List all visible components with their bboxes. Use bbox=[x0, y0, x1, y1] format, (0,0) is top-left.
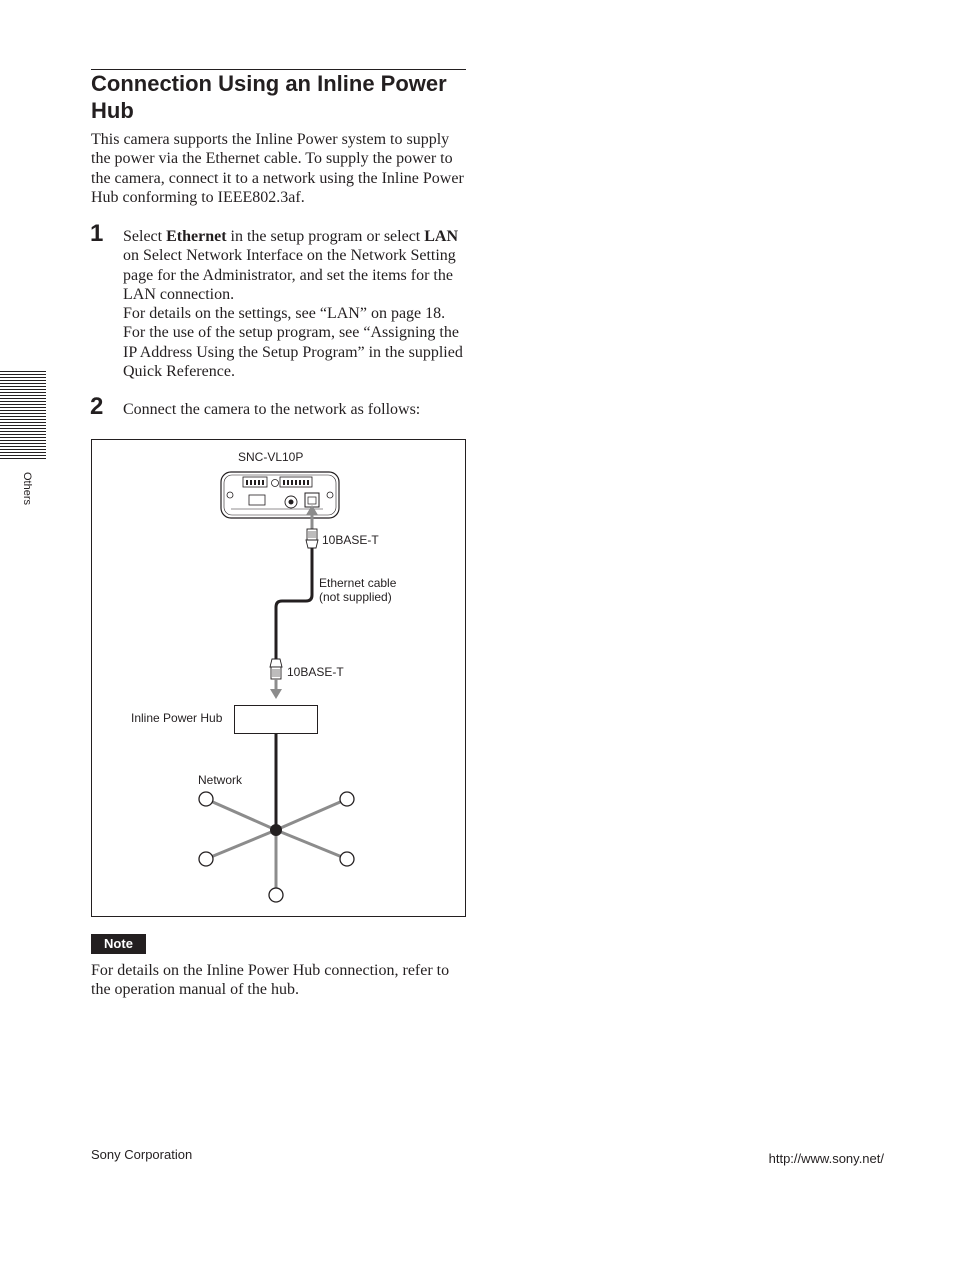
note-badge: Note bbox=[91, 934, 146, 954]
step-instruction bbox=[123, 227, 469, 304]
hub-label: Inline Power Hub bbox=[131, 711, 223, 725]
footer-url: http://www.sony.net/ bbox=[768, 1151, 884, 1166]
connector-top-label: 10BASE-T bbox=[322, 533, 379, 547]
step-bold-ethernet: Ethernet bbox=[166, 228, 227, 245]
footer-company: Sony Corporation bbox=[91, 1147, 193, 1162]
cable-label-line1: Ethernet cable bbox=[319, 576, 397, 590]
step-detail: For details on the settings, see “LAN” on page 18. bbox=[123, 305, 446, 323]
side-tab-stripes bbox=[0, 371, 46, 461]
rj45-connector-top-icon bbox=[306, 529, 318, 548]
connector-bottom-label: 10BASE-T bbox=[287, 665, 344, 679]
step-text: Connect the camera to the network as follows: bbox=[123, 401, 421, 418]
note-text: For details on the Inline Power Hub connection, refer to the operation manual of the hub. bbox=[91, 962, 450, 999]
step-bold-lan: LAN bbox=[424, 228, 459, 245]
connection-diagram bbox=[91, 439, 466, 917]
rj45-connector-bottom-icon bbox=[270, 659, 282, 679]
step-number: 1 bbox=[90, 220, 104, 247]
step-mid: in the setup program or select bbox=[226, 228, 425, 245]
network-label: Network bbox=[198, 773, 243, 787]
cable-label-line2: (not supplied) bbox=[319, 590, 392, 604]
camera-model-label: SNC-VL10P bbox=[238, 450, 304, 464]
step-lead: Select bbox=[123, 228, 167, 245]
page-title: Connection Using an Inline Power Hub bbox=[91, 71, 447, 123]
step-text bbox=[123, 227, 469, 381]
step-number: 2 bbox=[90, 393, 104, 420]
side-tab-label: Others bbox=[21, 472, 33, 506]
step-rest: on Select Network Interface on the Network Setting page for the Administrator, and set the items for the LAN connection. bbox=[123, 247, 456, 303]
camera-rear-panel-icon bbox=[221, 472, 339, 518]
intro-paragraph: This camera supports the Inline Power system to supply the power via the Ethernet cable. To supply the power to the camera, connect it to a network using the Inline Power Hub conforming to IEEE802.3af. bbox=[91, 131, 464, 206]
inline-power-hub-box bbox=[235, 706, 318, 734]
step-detail: For the use of the setup program, see “Assigning the IP Address Using the Setup Program” in the supplied Quick Reference. bbox=[123, 324, 463, 381]
